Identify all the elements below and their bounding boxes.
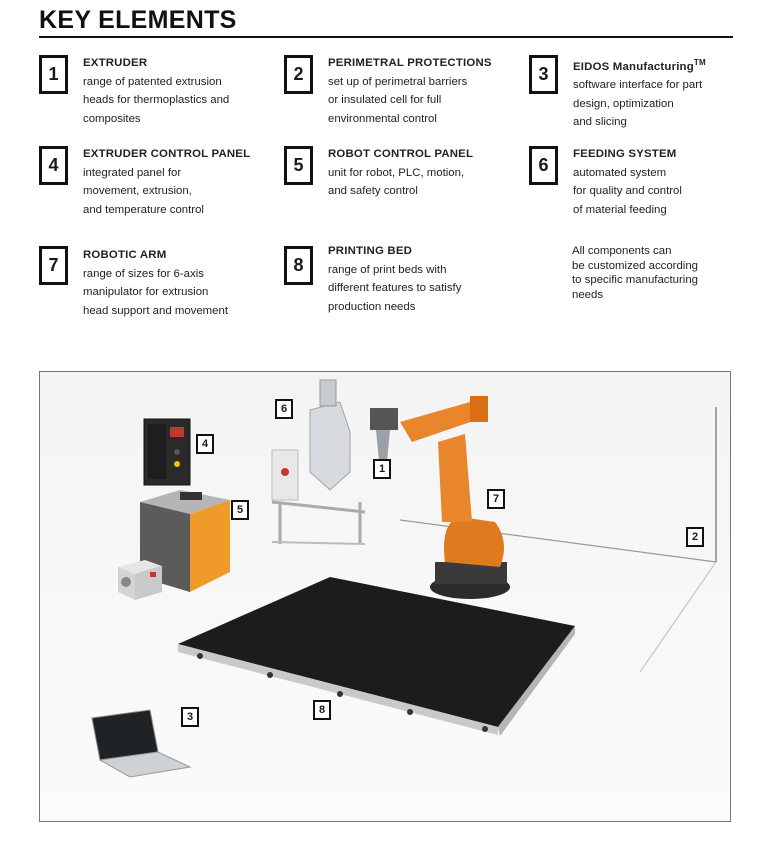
badge-number: 4 [39,146,68,185]
badge-number: 1 [39,55,68,94]
key-element-eidos [573,54,706,132]
item-title: PERIMETRAL PROTECTIONS [328,57,492,69]
item-description: automated system for quality and control of material feeding [573,166,682,216]
system-illustration [39,371,731,822]
scene-tag-5: 5 [231,500,249,520]
page-title: KEY ELEMENTS [39,6,237,34]
badge-number: 3 [529,55,558,94]
scene-tag-2: 2 [686,527,704,547]
scene-drawing [40,372,731,822]
item-title: ROBOTIC ARM [83,249,167,261]
key-element-robotic-arm [83,246,228,320]
badge-number: 7 [39,246,68,285]
key-element-extruder-control-panel [83,145,250,219]
item-description: unit for robot, PLC, motion, and safety control [328,166,465,197]
item-title: FEEDING SYSTEM [573,148,677,160]
item-description: software interface for part design, optimization and slicing [573,79,703,129]
key-element-printing-bed [328,242,461,316]
scene-tag-7: 7 [487,489,505,509]
title-divider [39,36,733,38]
item-description: range of print beds with different features to satisfy production needs [328,263,462,313]
scene-tag-4: 4 [196,434,214,454]
extruder-control-panel [144,419,190,485]
key-element-extruder [83,54,229,128]
key-element-perimetral-protections [328,54,492,128]
item-title: PRINTING BED [328,245,413,257]
item-description: range of sizes for 6-axis manipulator for extrusion head support and movement [83,267,229,317]
scene-tag-6: 6 [275,399,293,419]
badge-number: 5 [284,146,313,185]
key-element-robot-control-panel [328,145,473,201]
scene-tag-1: 1 [373,459,391,479]
customization-note: All components can be customized according to specific manufacturing needs [572,245,698,301]
scene-tag-8: 8 [313,700,331,720]
item-title: EXTRUDER [83,57,148,69]
item-description: integrated panel for movement, extrusion, and temperature control [83,166,204,216]
item-title: EIDOS Manufacturing™ [573,58,706,73]
item-description: range of patented extrusion heads for thermoplastics and composites [83,75,230,125]
badge-number: 8 [284,246,313,285]
item-title: EXTRUDER CONTROL PANEL [83,148,251,160]
scene-tag-3: 3 [181,707,199,727]
badge-number: 6 [529,146,558,185]
key-element-feeding-system [573,145,682,219]
badge-number: 2 [284,55,313,94]
item-description: set up of perimetral barriers or insulated cell for full environmental control [328,75,468,125]
item-title: ROBOT CONTROL PANEL [328,148,474,160]
